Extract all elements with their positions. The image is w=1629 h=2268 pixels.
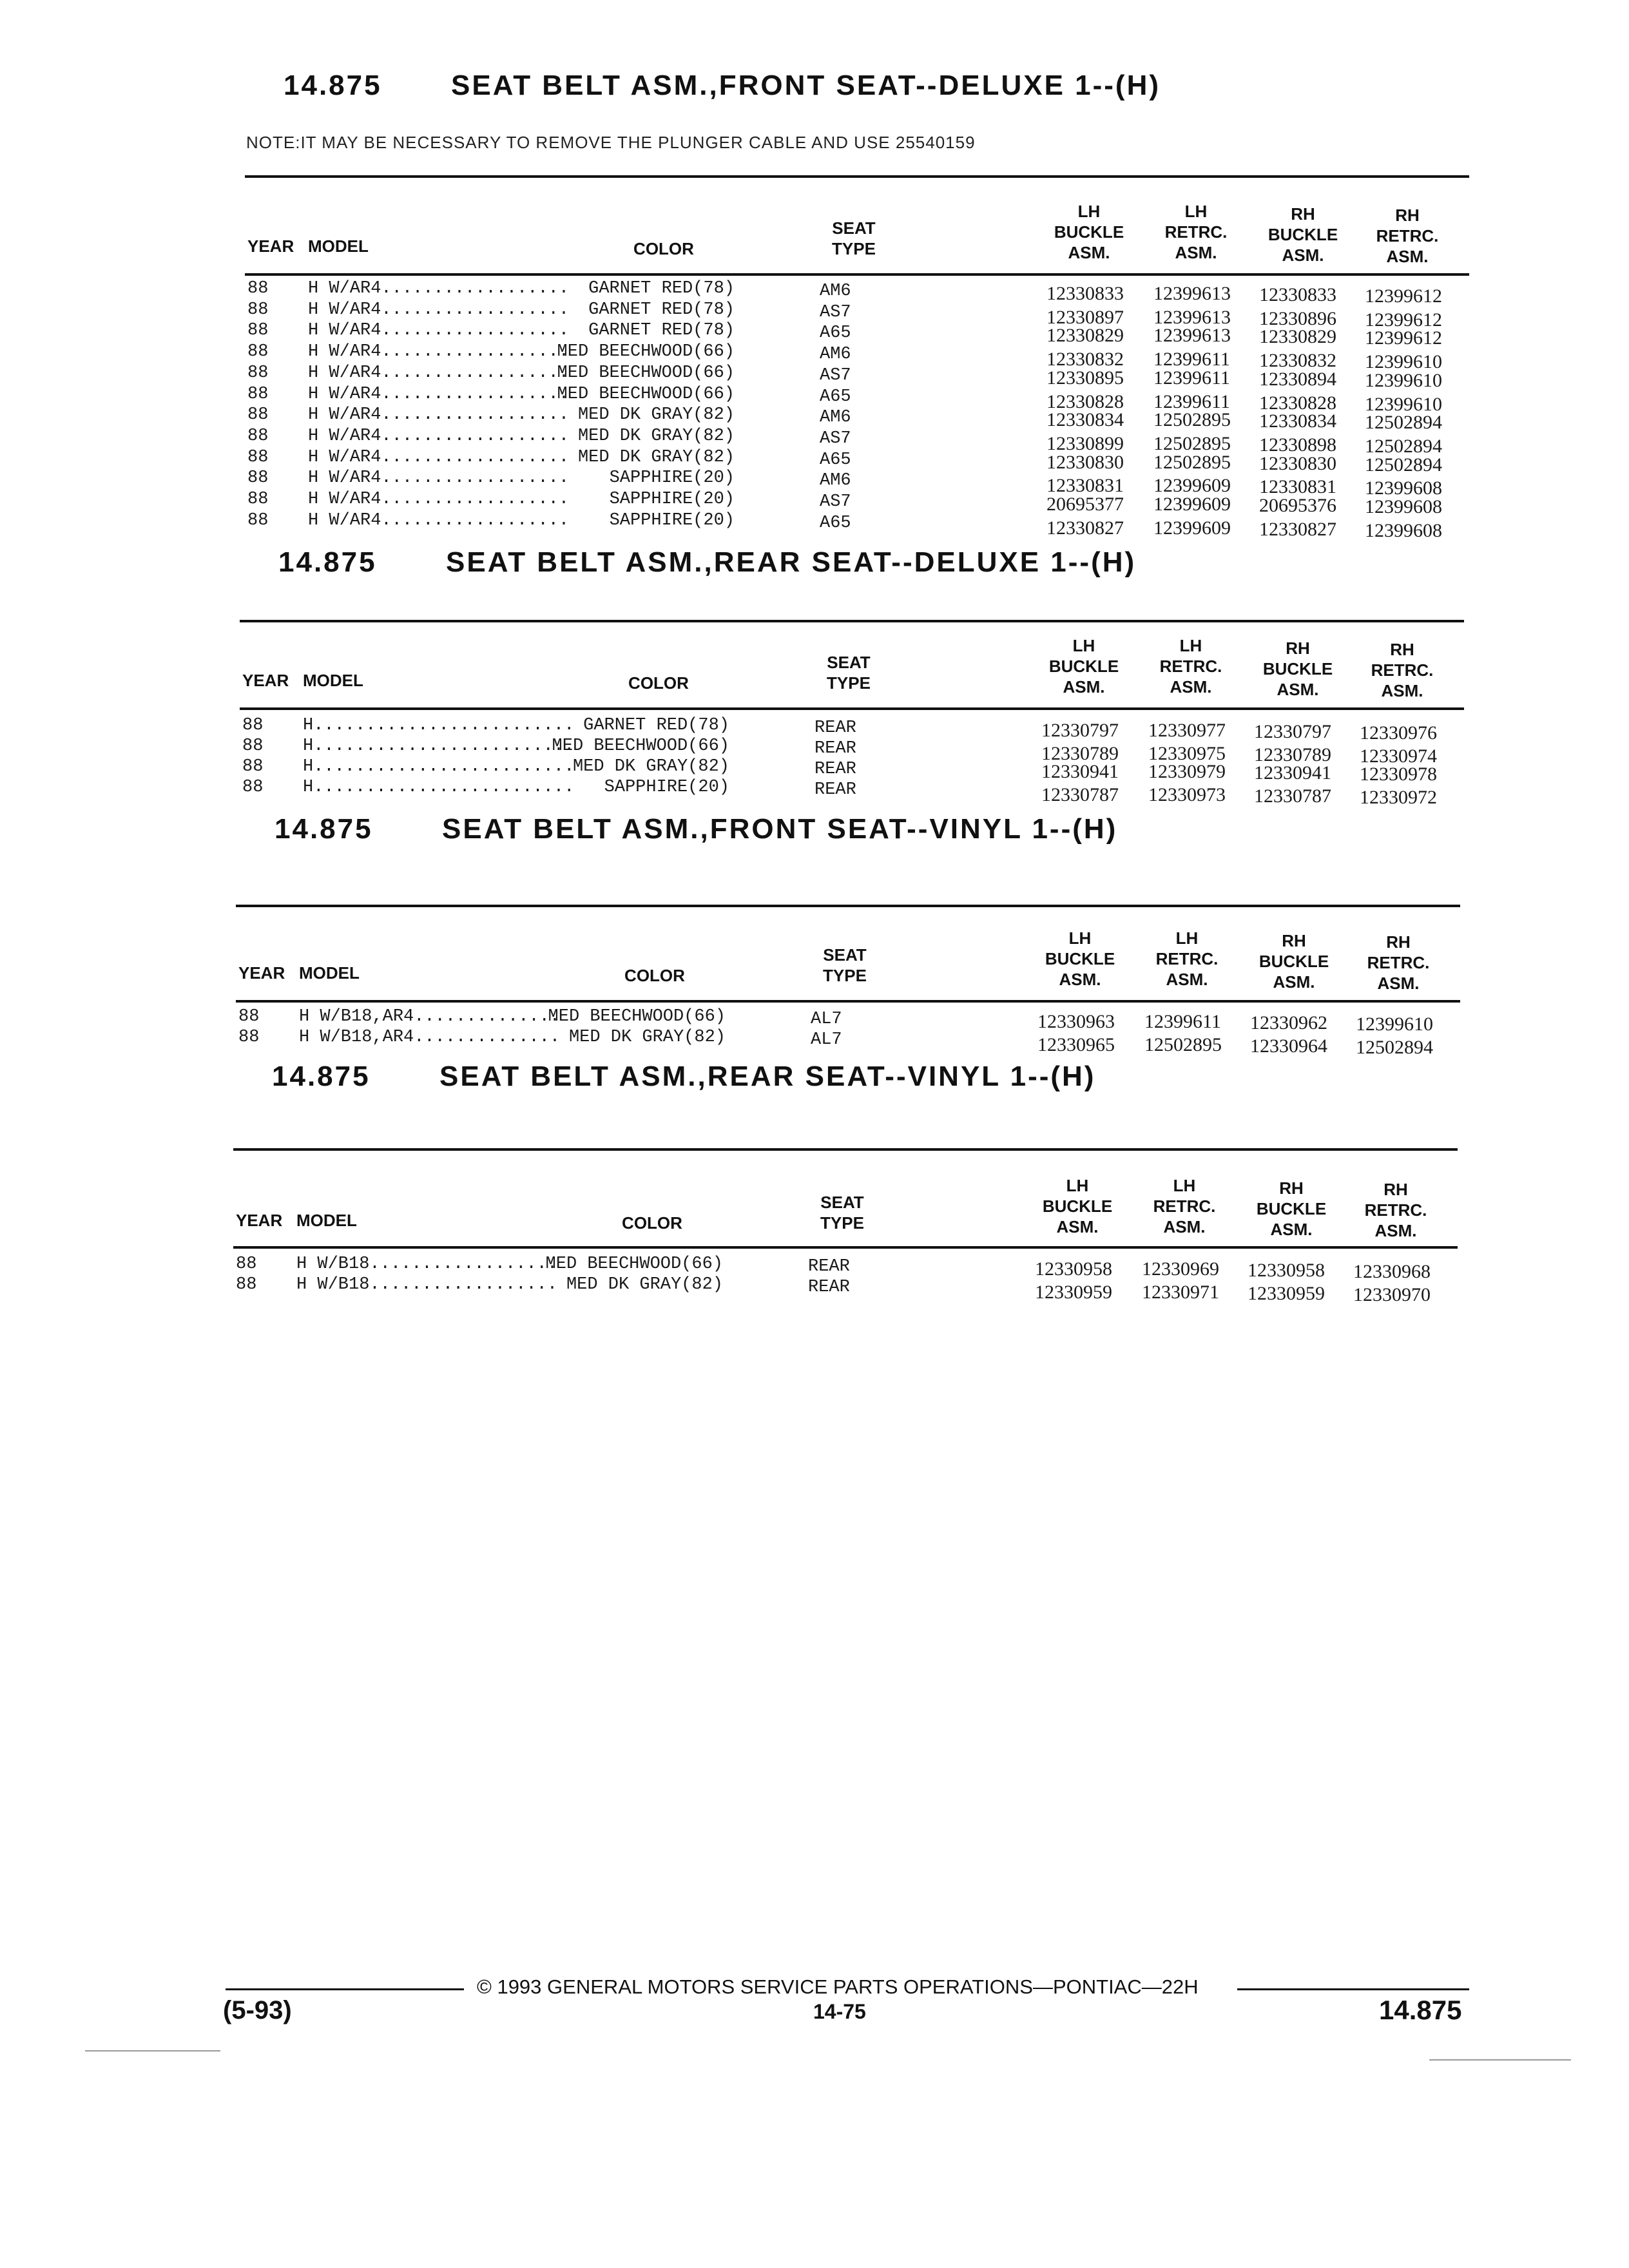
cell-rh-retrc: 12330970: [1353, 1284, 1431, 1305]
cell-lh-retrc: 12330971: [1142, 1282, 1219, 1303]
cell-rh-buckle: 12330896: [1259, 307, 1336, 329]
cell-seat-type: AM6: [820, 282, 851, 301]
cell-model: H.........................: [303, 716, 575, 735]
cell-rh-buckle: 12330830: [1259, 452, 1336, 474]
cell-lh-buckle: 12330965: [1037, 1034, 1115, 1055]
cell-rh-retrc: 12399610: [1356, 1014, 1433, 1035]
cell-color: MED DK GRAY(82): [577, 447, 735, 467]
cell-lh-buckle: 12330963: [1037, 1011, 1115, 1032]
cell-rh-retrc: 12330978: [1360, 764, 1437, 785]
col-header-lh-retrc: LH RETRC. ASM.: [1164, 202, 1228, 262]
col-header-model: MODEL: [303, 671, 363, 690]
cell-rh-buckle: 12330833: [1259, 284, 1336, 305]
cell-rh-retrc: 12399612: [1365, 327, 1442, 349]
cell-year: 88: [242, 757, 264, 776]
cell-lh-retrc: 12330969: [1142, 1258, 1219, 1280]
cell-rh-buckle: 12330959: [1248, 1283, 1325, 1304]
cell-color: MED DK GRAY(82): [572, 757, 729, 776]
cell-rh-buckle: 12330827: [1259, 518, 1336, 540]
cell-rh-buckle: 12330797: [1254, 721, 1331, 742]
cell-lh-retrc: 12399613: [1153, 325, 1231, 347]
cell-lh-retrc: 12502895: [1153, 409, 1231, 431]
cell-seat-type: REAR: [815, 780, 856, 800]
col-header-seat-type: SEAT TYPE: [820, 1193, 864, 1233]
cell-color: MED DK GRAY(82): [577, 405, 735, 425]
col-header-lh-buckle: LH BUCKLE ASM.: [1045, 928, 1115, 989]
cell-color: SAPPHIRE(20): [604, 778, 729, 797]
col-header-model: MODEL: [296, 1211, 357, 1230]
cell-seat-type: AM6: [820, 471, 851, 491]
scan-speck: [85, 2050, 220, 2052]
cell-model: H W/AR4..................: [308, 468, 570, 488]
section-number: 14.875: [272, 1061, 371, 1092]
footer-rule-left: [226, 1988, 464, 1990]
cell-year: 88: [247, 321, 269, 341]
cell-model: H W/AR4..................: [308, 447, 570, 467]
cell-lh-buckle: 12330895: [1046, 367, 1124, 389]
cell-color: GARNET RED(78): [588, 279, 735, 298]
cell-seat-type: REAR: [815, 760, 856, 779]
cell-color: SAPPHIRE(20): [609, 490, 735, 509]
cell-lh-buckle: 12330941: [1041, 761, 1119, 782]
cell-rh-buckle: 12330831: [1259, 476, 1336, 498]
col-header-lh-retrc: LH RETRC. ASM.: [1159, 636, 1222, 697]
cell-rh-retrc: 12502894: [1356, 1037, 1433, 1058]
cell-rh-retrc: 12399608: [1365, 496, 1442, 517]
cell-rh-buckle: 12330958: [1248, 1260, 1325, 1281]
cell-year: 88: [236, 1254, 257, 1274]
col-header-year: YEAR: [238, 963, 285, 983]
cell-model: H W/AR4..................: [308, 490, 570, 509]
cell-color: GARNET RED(78): [588, 321, 735, 341]
col-header-rh-buckle: RH BUCKLE ASM.: [1268, 204, 1338, 265]
cell-seat-type: AM6: [820, 345, 851, 365]
cell-seat-type: A65: [820, 513, 851, 533]
scan-speck: [1429, 2059, 1571, 2061]
cell-lh-buckle: 12330831: [1046, 475, 1124, 497]
col-header-rh-retrc: RH RETRC. ASM.: [1364, 1180, 1427, 1240]
cell-seat-type: A65: [820, 323, 851, 343]
footer-rule-right: [1237, 1988, 1469, 1990]
cell-color: MED DK GRAY(82): [566, 1275, 723, 1294]
cell-model: H.........................: [303, 736, 575, 756]
cell-lh-buckle: 12330899: [1046, 432, 1124, 454]
cell-seat-type: AS7: [820, 492, 851, 512]
cell-rh-buckle: 12330898: [1259, 434, 1336, 456]
col-header-color: COLOR: [628, 673, 689, 693]
cell-year: 88: [236, 1275, 257, 1294]
cell-lh-buckle: 12330829: [1046, 325, 1124, 347]
cell-lh-retrc: 12399611: [1153, 349, 1230, 370]
col-header-rh-retrc: RH RETRC. ASM.: [1371, 640, 1434, 700]
table-header-rule: [233, 1246, 1458, 1249]
table-header-rule: [245, 273, 1469, 276]
cell-lh-buckle: 12330830: [1046, 451, 1124, 473]
cell-lh-retrc: 12330973: [1148, 784, 1226, 805]
cell-model: H.........................: [303, 778, 575, 797]
cell-lh-retrc: 12399611: [1153, 390, 1230, 412]
cell-year: 88: [247, 405, 269, 425]
cell-lh-retrc: 12399609: [1153, 494, 1231, 515]
cell-lh-buckle: 12330958: [1035, 1258, 1112, 1280]
cell-lh-buckle: 12330797: [1041, 720, 1119, 741]
cell-year: 88: [242, 736, 264, 756]
cell-lh-buckle: 12330828: [1046, 390, 1124, 412]
cell-rh-buckle: 12330962: [1250, 1012, 1327, 1033]
cell-rh-retrc: 12399610: [1365, 351, 1442, 373]
col-header-lh-buckle: LH BUCKLE ASM.: [1042, 1176, 1113, 1236]
cell-rh-retrc: 12399612: [1365, 309, 1442, 331]
cell-rh-retrc: 12330974: [1360, 745, 1437, 767]
cell-rh-buckle: 12330789: [1254, 744, 1331, 765]
cell-rh-buckle: 12330832: [1259, 350, 1336, 372]
cell-year: 88: [242, 778, 264, 797]
cell-rh-retrc: 12502894: [1365, 454, 1442, 476]
col-header-lh-retrc: LH RETRC. ASM.: [1155, 928, 1219, 989]
cell-color: MED BEECHWOOD(66): [557, 363, 735, 383]
col-header-rh-buckle: RH BUCKLE ASM.: [1258, 931, 1329, 992]
cell-lh-retrc: 12502895: [1153, 432, 1231, 454]
cell-lh-retrc: 12399611: [1153, 367, 1230, 389]
footer-copyright: © 1993 GENERAL MOTORS SERVICE PARTS OPERATIONS—PONTIAC—22H: [477, 1975, 1199, 1998]
table-top-rule: [245, 175, 1469, 178]
cell-model: H.........................: [303, 757, 575, 776]
cell-seat-type: AS7: [820, 302, 851, 322]
cell-lh-buckle: 12330787: [1041, 784, 1119, 805]
cell-rh-retrc: 12330976: [1360, 722, 1437, 744]
cell-year: 88: [247, 279, 269, 298]
cell-model: H W/AR4..................: [308, 384, 570, 404]
cell-seat-type: REAR: [808, 1278, 850, 1297]
cell-rh-retrc: 12399612: [1365, 285, 1442, 307]
cell-year: 88: [247, 384, 269, 404]
cell-lh-retrc: 12399613: [1153, 283, 1231, 304]
section-note: NOTE:IT MAY BE NECESSARY TO REMOVE THE PLUNGER CABLE AND USE 25540159: [246, 133, 976, 152]
footer-date-code: (5-93): [223, 1996, 292, 2024]
cell-year: 88: [247, 490, 269, 509]
cell-seat-type: A65: [820, 450, 851, 470]
cell-model: H W/B18..................: [296, 1275, 558, 1294]
cell-lh-buckle: 12330833: [1046, 283, 1124, 304]
cell-color: MED DK GRAY(82): [568, 1028, 726, 1047]
cell-model: H W/AR4..................: [308, 300, 570, 320]
cell-lh-retrc: 12399609: [1153, 517, 1231, 539]
table-header-rule: [236, 1000, 1460, 1003]
col-header-rh-retrc: RH RETRC. ASM.: [1367, 932, 1430, 993]
cell-rh-buckle: 12330834: [1259, 410, 1336, 432]
table-top-rule: [233, 1148, 1458, 1151]
cell-rh-buckle: 20695376: [1259, 495, 1336, 516]
cell-lh-buckle: 12330789: [1041, 743, 1119, 764]
table-top-rule: [236, 905, 1460, 907]
cell-seat-type: AS7: [820, 428, 851, 448]
cell-lh-retrc: 12330977: [1148, 720, 1226, 741]
cell-seat-type: AM6: [820, 408, 851, 428]
section-title: SEAT BELT ASM.,REAR SEAT--VINYL 1--(H): [439, 1061, 1096, 1092]
cell-lh-buckle: 12330897: [1046, 306, 1124, 328]
cell-color: MED DK GRAY(82): [577, 426, 735, 446]
col-header-model: MODEL: [308, 236, 369, 256]
cell-year: 88: [247, 468, 269, 488]
cell-seat-type: AS7: [820, 365, 851, 385]
table-header-rule: [240, 707, 1464, 710]
cell-rh-retrc: 12399608: [1365, 477, 1442, 499]
cell-lh-retrc: 12399611: [1144, 1011, 1221, 1032]
cell-lh-buckle: 12330959: [1035, 1282, 1112, 1303]
cell-lh-buckle: 12330834: [1046, 409, 1124, 431]
section-title: SEAT BELT ASM.,FRONT SEAT--DELUXE 1--(H): [451, 70, 1161, 101]
col-header-year: YEAR: [242, 671, 289, 690]
cell-color: GARNET RED(78): [583, 716, 729, 735]
col-header-color: COLOR: [624, 966, 685, 985]
cell-seat-type: REAR: [815, 718, 856, 738]
cell-seat-type: REAR: [815, 739, 856, 758]
col-header-lh-buckle: LH BUCKLE ASM.: [1048, 636, 1119, 697]
cell-color: MED BEECHWOOD(66): [545, 1254, 723, 1274]
section-number: 14.875: [284, 70, 382, 101]
col-header-rh-buckle: RH BUCKLE ASM.: [1262, 639, 1333, 699]
cell-rh-retrc: 12330968: [1353, 1261, 1431, 1282]
cell-seat-type: REAR: [808, 1257, 850, 1276]
cell-rh-buckle: 12330894: [1259, 368, 1336, 390]
cell-model: H W/AR4..................: [308, 405, 570, 425]
cell-lh-buckle: 12330827: [1046, 517, 1124, 539]
cell-seat-type: AL7: [811, 1030, 842, 1050]
table-top-rule: [240, 620, 1464, 622]
cell-model: H W/AR4..................: [308, 510, 570, 530]
col-header-seat-type: SEAT TYPE: [823, 945, 867, 985]
cell-color: MED BEECHWOOD(66): [557, 384, 735, 404]
footer-page-number: 14-75: [813, 2000, 866, 2023]
cell-model: H W/AR4..................: [308, 363, 570, 383]
cell-year: 88: [247, 363, 269, 383]
cell-rh-retrc: 12502894: [1365, 435, 1442, 457]
col-header-seat-type: SEAT TYPE: [827, 653, 871, 693]
footer-group-number: 14.875: [1379, 1995, 1462, 2025]
col-header-color: COLOR: [622, 1213, 682, 1233]
cell-year: 88: [247, 447, 269, 467]
cell-year: 88: [247, 300, 269, 320]
section-title: SEAT BELT ASM.,REAR SEAT--DELUXE 1--(H): [446, 546, 1137, 578]
cell-rh-buckle: 12330787: [1254, 785, 1331, 807]
cell-color: MED BEECHWOOD(66): [557, 342, 735, 362]
col-header-rh-retrc: RH RETRC. ASM.: [1376, 206, 1439, 266]
cell-color: MED BEECHWOOD(66): [552, 736, 729, 756]
col-header-year: YEAR: [236, 1211, 283, 1230]
cell-rh-buckle: 12330828: [1259, 392, 1336, 414]
cell-lh-retrc: 12502895: [1144, 1034, 1222, 1055]
cell-lh-retrc: 12502895: [1153, 451, 1231, 473]
cell-rh-retrc: 12399610: [1365, 369, 1442, 391]
section-title: SEAT BELT ASM.,FRONT SEAT--VINYL 1--(H): [442, 813, 1118, 845]
cell-year: 88: [247, 510, 269, 530]
cell-rh-buckle: 12330941: [1254, 762, 1331, 783]
cell-model: H W/AR4..................: [308, 279, 570, 298]
cell-color: MED BEECHWOOD(66): [548, 1007, 726, 1026]
col-header-model: MODEL: [299, 963, 360, 983]
cell-seat-type: A65: [820, 387, 851, 407]
cell-lh-buckle: 12330832: [1046, 349, 1124, 370]
cell-lh-retrc: 12399613: [1153, 306, 1231, 328]
section-number: 14.875: [275, 813, 373, 845]
col-header-lh-buckle: LH BUCKLE ASM.: [1054, 202, 1124, 262]
cell-year: 88: [247, 342, 269, 362]
col-header-rh-buckle: RH BUCKLE ASM.: [1256, 1178, 1327, 1239]
cell-year: 88: [242, 716, 264, 735]
cell-rh-retrc: 12502894: [1365, 412, 1442, 434]
col-header-year: YEAR: [247, 236, 294, 256]
cell-model: H W/B18..................: [296, 1254, 558, 1274]
cell-year: 88: [238, 1028, 260, 1047]
cell-rh-retrc: 12399610: [1365, 393, 1442, 415]
cell-color: SAPPHIRE(20): [609, 468, 735, 488]
cell-rh-buckle: 12330829: [1259, 326, 1336, 348]
col-header-lh-retrc: LH RETRC. ASM.: [1153, 1176, 1216, 1236]
cell-seat-type: AL7: [811, 1010, 842, 1029]
cell-lh-retrc: 12399609: [1153, 475, 1231, 497]
col-header-color: COLOR: [633, 239, 694, 258]
cell-color: SAPPHIRE(20): [609, 510, 735, 530]
cell-lh-retrc: 12330975: [1148, 743, 1226, 764]
col-header-seat-type: SEAT TYPE: [832, 218, 876, 258]
cell-model: H W/AR4..................: [308, 426, 570, 446]
cell-year: 88: [238, 1007, 260, 1026]
cell-rh-retrc: 12330972: [1360, 787, 1437, 808]
cell-model: H W/AR4..................: [308, 321, 570, 341]
cell-model: H W/AR4..................: [308, 342, 570, 362]
cell-year: 88: [247, 426, 269, 446]
cell-color: GARNET RED(78): [588, 300, 735, 320]
cell-lh-buckle: 20695377: [1046, 494, 1124, 515]
cell-model: H W/B18,AR4..............: [299, 1028, 561, 1047]
cell-rh-buckle: 12330964: [1250, 1035, 1327, 1057]
section-number: 14.875: [278, 546, 377, 578]
cell-lh-retrc: 12330979: [1148, 761, 1226, 782]
cell-rh-retrc: 12399608: [1365, 519, 1442, 541]
cell-model: H W/B18,AR4..............: [299, 1007, 561, 1026]
